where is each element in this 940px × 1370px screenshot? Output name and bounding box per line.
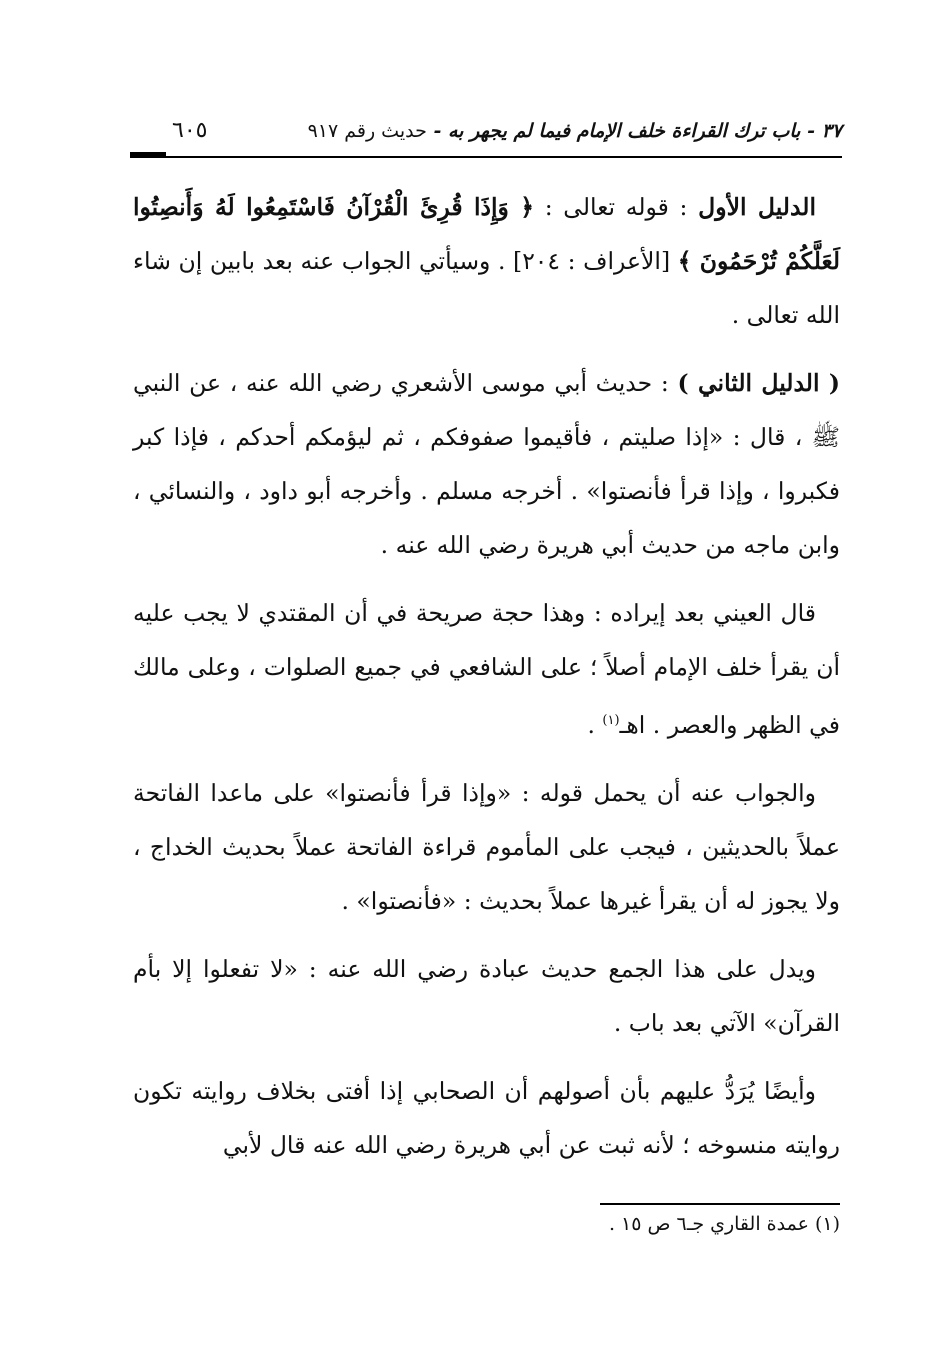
- header-rule: [130, 156, 842, 158]
- paragraph-answer: [133, 766, 840, 928]
- paragraph-text: ويدل على هذا الجمع حديث عبادة رضي الله عنه : «لا تفعلوا إلا بأم القرآن» الآتي بعد باب .: [133, 954, 840, 1037]
- chapter-name: ٣٧ - باب ترك القراءة خلف الإمام فيما لم يجهر به -: [426, 120, 842, 142]
- page-body: [133, 180, 840, 1186]
- paragraph-text: : قوله تعالى :: [544, 193, 688, 221]
- chapter-title: [308, 120, 842, 142]
- hadith-number: حديث رقم ٩١٧: [307, 120, 427, 142]
- paragraph-first-evidence: [133, 180, 840, 342]
- paragraph-reconciliation: [133, 942, 840, 1050]
- footnote: (١) عمدة القاري جـ٦ ص ١٥ .: [608, 1213, 840, 1235]
- paragraph-text: [الأعراف : ٢٠٤] . وسيأتي الجواب عنه بعد بابين إن شاء الله تعالى .: [133, 247, 840, 329]
- footnote-rule: [600, 1203, 840, 1205]
- page-number-dash: [130, 152, 166, 157]
- paragraph-aini-quote: [133, 586, 840, 752]
- page-number: ٦٠٥: [164, 118, 215, 143]
- paragraph-second-evidence: [133, 356, 840, 572]
- paragraph-end: .: [587, 710, 603, 739]
- paragraph-additionally: [133, 1064, 840, 1172]
- paragraph-heading: الدليل الأول: [698, 193, 816, 221]
- paragraph-text: وأيضًا يُرَدُّ عليهم بأن أصولهم أن الصحابي إذا أفتى بخلاف روايته تكون روايته منسوخه ؛ لأنه ثبت عن أبي هريرة رضي الله عنه قال لأبي: [133, 1076, 840, 1159]
- footnote-marker: (١): [602, 713, 620, 728]
- running-header: [130, 112, 842, 162]
- quran-verse: ﴿ وَإِذَا قُرِئَ الْقُرْآنُ فَاسْتَمِعُوا لَهُ وَأَنصِتُوا لَعَلَّكُمْ تُرْحَمُونَ ﴾: [133, 193, 840, 275]
- paragraph-heading: ( الدليل الثاني ): [677, 369, 840, 397]
- paragraph-text: : حديث أبي موسى الأشعري رضي الله عنه ، عن النبي ﷺ ، قال : «إذا صليتم ، فأقيموا صفوفكم ، ثم ليؤمكم أحدكم ، فإذا كبر فكبروا ، وإذا قرأ فأنصتوا» . أخرجه مسلم . وأخرجه أبو داود ، والنسائي ، وابن ماجه من حديث أبي هريرة رضي الله عنه .: [133, 369, 840, 559]
- paragraph-text: والجواب عنه أن يحمل قوله : «وإذا قرأ فأنصتوا» على ماعدا الفاتحة عملاً بالحديثين ، فيجب على المأموم قراءة الفاتحة عملاً بحديث الخداج ، ولا يجوز له أن يقرأ غيرها عملاً بحديث : «فأنصتوا» .: [133, 778, 840, 915]
- paragraph-text: قال العيني بعد إيراده : وهذا حجة صريحة في أن المقتدي لا يجب عليه أن يقرأ خلف الإمام أصلاً ؛ على الشافعي في جميع الصلوات ، وعلى مالك في الظهر والعصر . اهـ: [133, 599, 840, 739]
